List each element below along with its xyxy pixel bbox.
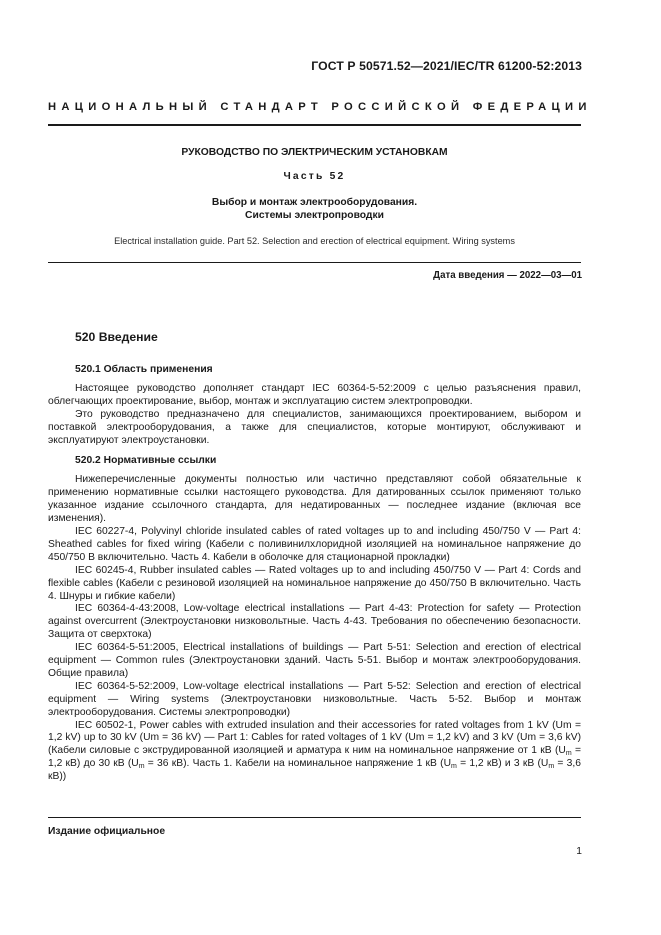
official-edition-label: Издание официальное: [48, 826, 166, 837]
title-divider: [48, 262, 581, 263]
paragraph: Настоящее руководство дополняет стандарт IEC 60364-5-52:2009 с целью разъяснения правил, облегчающих проектирование, выбор, монтаж и эксплуатацию систем электропроводки.: [48, 382, 581, 407]
document-code: ГОСТ Р 50571.52—2021/IEC/TR 61200-52:2013: [311, 59, 582, 73]
section-title: 520 Введение: [75, 330, 158, 344]
reference-item: IEC 60364-5-51:2005, Electrical installations of buildings — Part 5-51: Selection and erection of electrical equipment — Common rules (Электроустановки зданий. Часть 5-51. Выбор и монтаж электрооборудования. Общие правила): [48, 642, 581, 679]
reference-item: IEC 60245-4, Rubber insulated cables — Rated voltages up to and including 450/750 V — Part 4: Cords and flexible cables (Кабели с резиновой изоляцией на номинальное напряжение до 450/750 В включительно. Часть 4. Шнуры и гибкие кабели): [48, 564, 581, 602]
page-number: 1: [576, 846, 582, 857]
national-standard-heading: НАЦИОНАЛЬНЫЙ СТАНДАРТ РОССИЙСКОЙ ФЕДЕРАЦИИ: [48, 101, 592, 113]
introduction-date: Дата введения — 2022—03—01: [433, 270, 582, 281]
subsection-title-references: 520.2 Нормативные ссылки: [75, 455, 217, 467]
reference-item: IEC 60364-5-52:2009, Low-voltage electrical installations — Part 5-52: Selection and erection of electrical equipment — Wiring systems (Электроустановки низковольтные. Часть 5-52. Выбор и монтаж электрооборудования. Системы электропроводки): [48, 680, 581, 718]
header-divider: [48, 124, 581, 126]
subtitle-line-2: Системы электропроводки: [245, 210, 384, 221]
paragraph: Это руководство предназначено для специалистов, занимающихся проектированием, выбором и поставкой электрооборудования, а также для специалистов, которые монтируют, обслуживают и эксплуатируют электроустановки.: [48, 408, 581, 446]
english-title: Electrical installation guide. Part 52. Selection and erection of electrical equipment. Wiring systems: [114, 236, 515, 246]
document-title: РУКОВОДСТВО ПО ЭЛЕКТРИЧЕСКИМ УСТАНОВКАМ: [181, 147, 448, 158]
reference-item: IEC 60227-4, Polyvinyl chloride insulated cables of rated voltages up to and including 450/750 V — Part 4: Sheathed cables for fixed wiring (Кабели с поливинилхлоридной изоляцией на номинальное напряжение до 450/750 В включительно. Часть 4. Кабели в оболочке для стационарной прокладки): [48, 525, 581, 563]
document-body: [48, 364, 581, 784]
subsection-title-scope: 520.1 Область применения: [75, 364, 213, 375]
document-subtitle: [48, 196, 581, 222]
part-number: Часть 52: [283, 171, 346, 182]
paragraph: Нижеперечисленные документы полностью или частично представляют собой обязательные к применению нормативные ссылки настоящего руководства. Для датированных ссылок применяют только указанное издание ссылочного стандарта, для недатированных — последнее издание (включая все изменения).: [48, 474, 581, 525]
subtitle-line-1: Выбор и монтаж электрооборудования.: [211, 197, 418, 208]
reference-item: IEC 60364-4-43:2008, Low-voltage electrical installations — Part 4-43: Protection for safety — Protection against overcurrent (Электроустановки низковольтные. Часть 4-43. Требования по обеспечению безопасности. Защита от сверхтока): [48, 603, 581, 641]
footer-divider: [48, 817, 581, 818]
reference-item: IEC 60502-1, Power cables with extruded insulation and their accessories for rated voltages from 1 kV (Um = 1,2 kV) up to 30 kV (Um = 36 kV) — Part 1: Cables for rated voltages of 1 kV (Um = 1,2 kV) and 3 kV (Um = 3,6 kV) (Кабели силовые с экструдированной изоляцией и арматура к ним на номинальное напряжение от 1 кВ ($U_m = 1,2$ кВ) до 30 кВ ($U_m = 36$ кВ). Часть 1. Кабели на номинальное напряжение 1 кВ ($U_m = 1,2$ кВ) и 3 кВ ($U_m = 3,6$ кВ)): [48, 719, 581, 783]
